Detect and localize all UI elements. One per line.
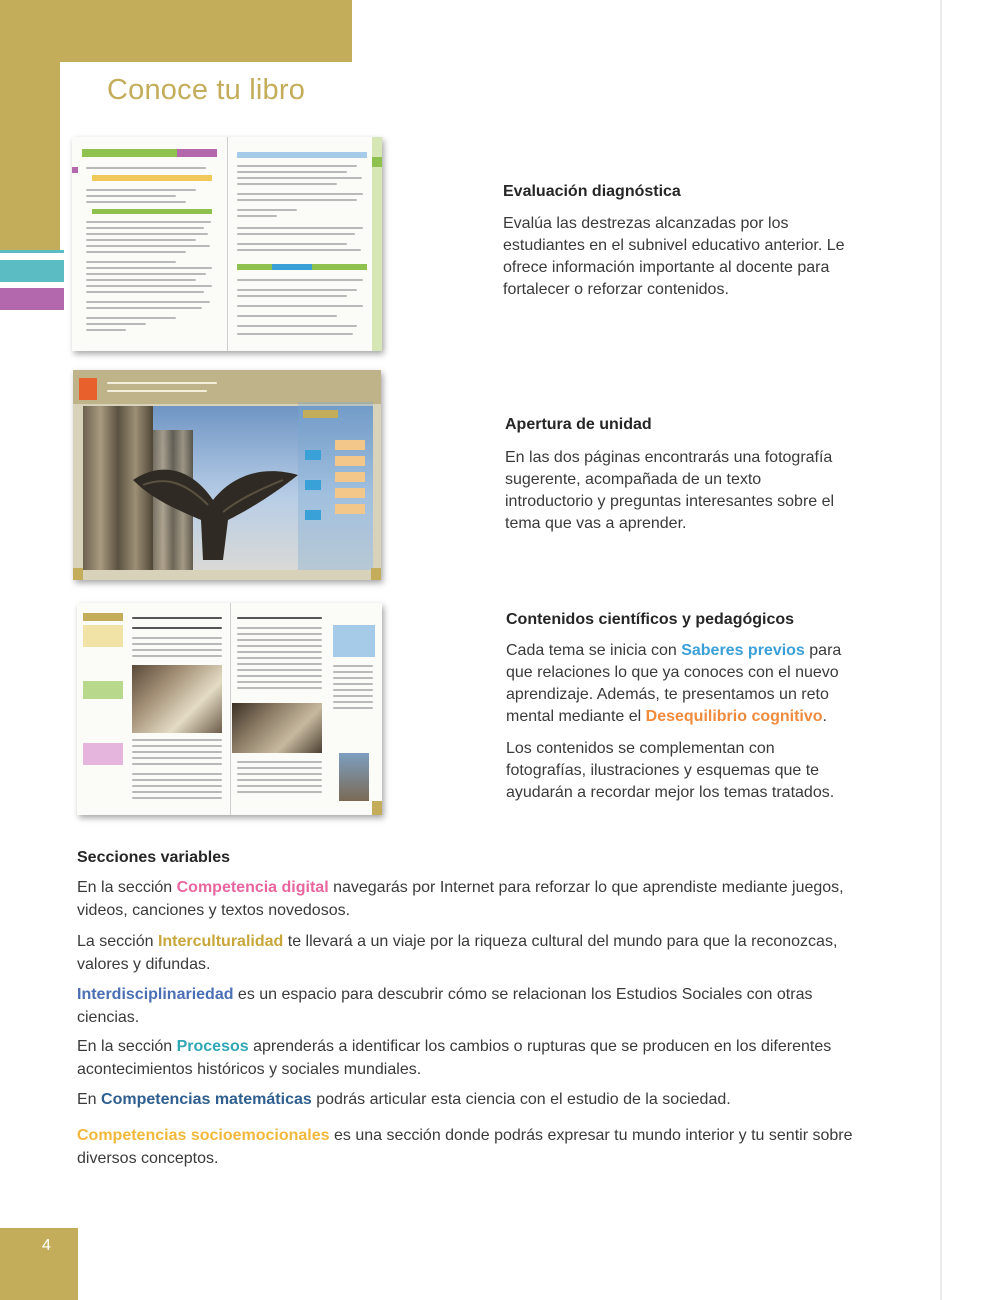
section-title-contenidos: Contenidos científicos y pedagógicos (506, 611, 795, 628)
section-title-evaluacion: Evaluación diagnóstica (503, 183, 681, 200)
thumbnail-evaluacion-diagnostica (72, 137, 382, 351)
page-edge (940, 0, 942, 1300)
section-title-variables: Secciones variables (77, 849, 230, 866)
decorative-teal-band (0, 260, 64, 282)
variable-item-procesos: En la sección Procesos aprenderás a identificar los cambios o rupturas que se producen en los diferentes acontecimientos históricos y sociales mundiales. (77, 1038, 832, 1078)
page-title: Conoce tu libro (107, 74, 306, 106)
variable-item-competencias-matematicas: En Competencias matemáticas podrás articular esta ciencia con el estudio de la sociedad. (77, 1091, 731, 1108)
section-body-contenidos-p2: Los contenidos se complementan con fotografías, ilustraciones y esquemas que te ayudarán a recordar mejor los temas tratados. (506, 740, 835, 801)
highlight-saberes-previos: Saberes previos (681, 642, 805, 659)
decorative-gold-header (0, 0, 352, 62)
variable-item-competencias-socioemocionales: Competencias socioemocionales es una sección donde podrás expresar tu mundo interior y tu sentir sobre diversos conceptos. (77, 1127, 853, 1167)
page-number-box (0, 1228, 78, 1300)
variable-item-competencia-digital: En la sección Competencia digital navegarás por Internet para reforzar lo que aprendiste mediante juegos, videos, canciones y textos novedosos. (77, 879, 844, 919)
variable-item-interdisciplinariedad: Interdisciplinariedad es un espacio para descubrir cómo se relacionan los Estudios Sociales con otras ciencias. (77, 986, 813, 1026)
thumbnail-apertura-de-unidad (73, 370, 381, 580)
decorative-purple-band (0, 288, 64, 310)
section-body-evaluacion: Evalúa las destrezas alcanzadas por los estudiantes en el subnivel educativo anterior. Le ofrece información importante al docente para fortalecer o reforzar contenidos. (503, 215, 845, 298)
variable-item-interculturalidad: La sección Interculturalidad te llevará a un viaje por la riqueza cultural del mundo para que la reconozcas, valores y difundas. (77, 933, 838, 973)
eagle-statue-icon (123, 440, 303, 570)
decorative-thin-band (0, 250, 64, 253)
section-body-apertura: En las dos páginas encontrarás una fotografía sugerente, acompañada de un texto introductorio y preguntas interesantes sobre el tema que vas a aprender. (505, 449, 835, 532)
thumbnail-contenidos-cientificos (77, 603, 382, 815)
section-title-apertura: Apertura de unidad (505, 416, 652, 433)
highlight-desequilibrio-cognitivo: Desequilibrio cognitivo (645, 708, 823, 725)
page-number: 4 (42, 1237, 51, 1254)
section-body-contenidos-p1: Cada tema se inicia con Saberes previos para que relaciones lo que ya conoces con el nuevo aprendizaje. Además, te presentamos un reto mental mediante el Desequilibrio cognitivo. (506, 642, 842, 725)
